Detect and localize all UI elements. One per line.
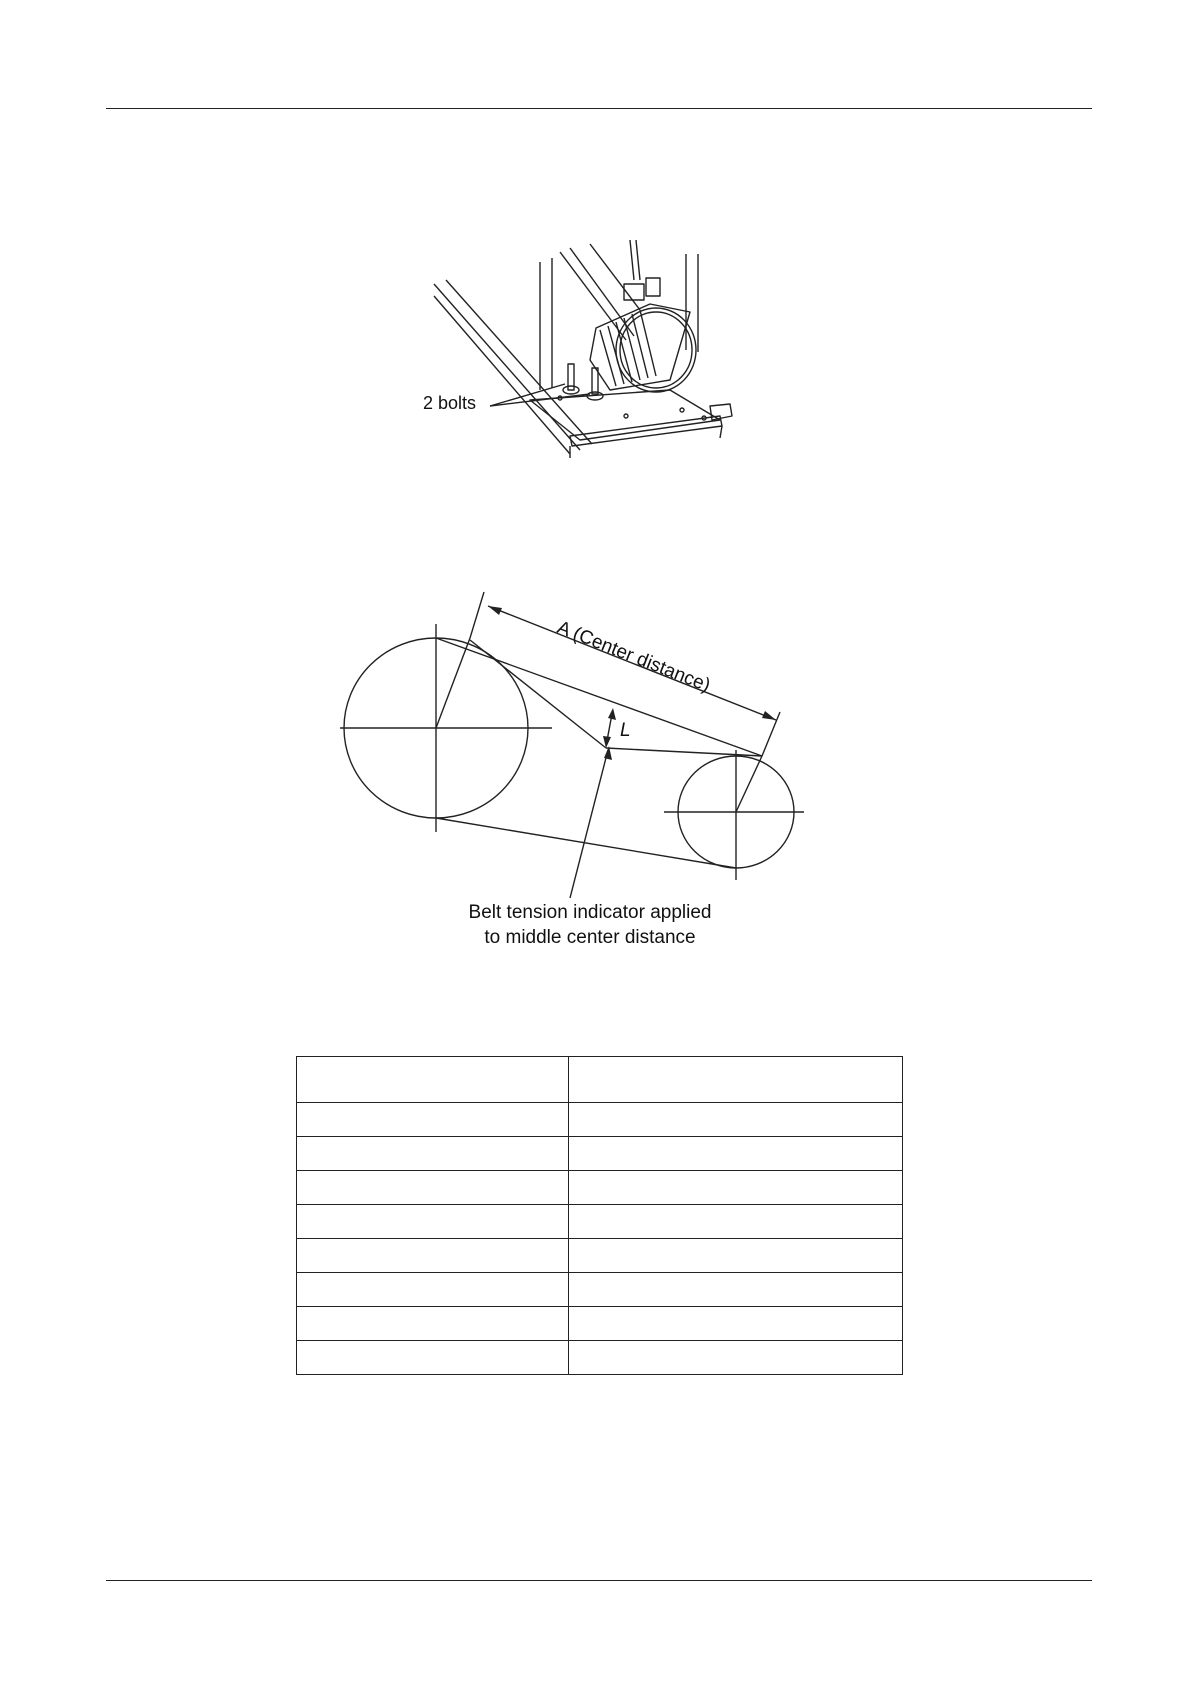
table-row — [297, 1239, 903, 1273]
table-cell — [297, 1103, 569, 1137]
table-cell — [569, 1307, 903, 1341]
belt-spec-table — [296, 1056, 903, 1375]
table-row — [297, 1137, 903, 1171]
header-rule — [106, 108, 1092, 109]
table-row — [297, 1171, 903, 1205]
table-cell — [569, 1171, 903, 1205]
deflection-label: L — [620, 720, 631, 741]
table-cell — [297, 1205, 569, 1239]
table-cell — [569, 1273, 903, 1307]
table-row — [297, 1341, 903, 1375]
motor-mount-illustration — [420, 240, 800, 490]
belt-diagram-caption — [380, 900, 800, 950]
table-cell — [569, 1239, 903, 1273]
table-cell — [569, 1205, 903, 1239]
table-cell — [297, 1273, 569, 1307]
table-cell — [569, 1057, 903, 1103]
table-cell — [297, 1307, 569, 1341]
caption-line-1: Belt tension indicator applied — [468, 902, 712, 923]
table-cell — [297, 1137, 569, 1171]
table-cell — [297, 1171, 569, 1205]
table-row — [297, 1103, 903, 1137]
table-cell — [569, 1103, 903, 1137]
center-distance-label: A (Center distance) — [554, 617, 714, 697]
footer-rule — [106, 1580, 1092, 1581]
caption-line-2: to middle center distance — [484, 927, 696, 948]
table-row — [297, 1205, 903, 1239]
table-cell — [569, 1341, 903, 1375]
table-cell — [297, 1239, 569, 1273]
table-cell — [297, 1057, 569, 1103]
table-row — [297, 1273, 903, 1307]
table-cell — [569, 1137, 903, 1171]
motor-mount-drawing — [420, 240, 800, 490]
table-header-row — [297, 1057, 903, 1103]
table-cell — [297, 1341, 569, 1375]
table-row — [297, 1307, 903, 1341]
bolts-callout: 2 bolts — [423, 393, 477, 413]
